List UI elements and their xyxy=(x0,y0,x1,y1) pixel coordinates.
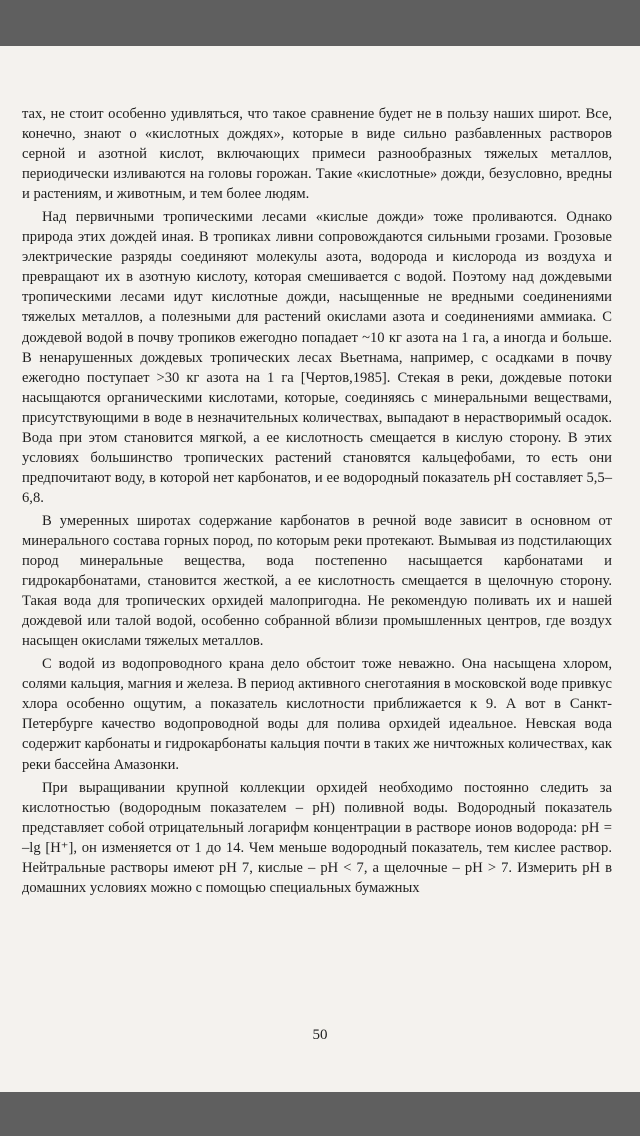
paragraph: тах, не стоит особенно удивляться, что такое сравнение будет не в пользу наших широт. Все, конечно, знают о «кислотных дождях», которые в виде сильно разбавленных растворов серной и азотной кислот, включающих примеси разнообразных тяжелых металлов, периодически изливаются на головы горожан. Такие «кислотные» дожди, безусловно, вредны и растениям, и животным, и тем более людям. xyxy=(22,106,612,203)
book-page xyxy=(0,46,640,1092)
reader-bottom-bar xyxy=(0,1092,640,1136)
reader-top-bar xyxy=(0,0,640,46)
page-number: 50 xyxy=(312,1027,328,1043)
paragraph: При выращивании крупной коллекции орхидей необходимо постоянно следить за кислотностью (водородным показателем – pH) поливной воды. Водородный показатель представляет собой отрицательный логарифм концентрации в растворе ионов водорода: pH = –lg [H⁺], он изменяется от 1 до 14. Чем меньше водородный показатель, тем кислее раствор. Нейтральные растворы имеют pH 7, кислые – pH < 7, а щелочные – pH > 7. Измерить pH в домашних условиях можно с помощью специальных бумажных xyxy=(22,779,612,896)
page-body-text xyxy=(22,104,612,898)
paragraph: С водой из водопроводного крана дело обстоит тоже неважно. Она насыщена хлором, солями кальция, магния и железа. В период активного снеготаяния в московской воде привкус хлора особенно ощутим, а показатель кислотности приближается к 9. А вот в Санкт-Петербурге качество водопроводной воды для полива орхидей идеальное. Невская вода содержит карбонаты и гидрокарбонаты кальция почти в таких же ничтожных количествах, как реки бассейна Амазонки. xyxy=(22,656,612,773)
paragraph: Над первичными тропическими лесами «кислые дожди» тоже проливаются. Однако природа этих дождей иная. В тропиках ливни сопровождаются сильными грозами. Грозовые электрические разряды соединяют молекулы азота, водорода и кислорода из воздуха и превращают их в азотную кислоту, которая смешивается с водой. Поэтому над дождевыми тропическими лесами идут кислотные дожди, насыщенные не вредными соединениями тяжелых металлов, а полезными для растений окислами азота и соединениями аммиака. С дождевой водой в почву тропиков ежегодно попадает ~10 кг азота на 1 га, а иногда и больше. В ненарушенных дождевых тропических лесах Вьетнама, например, с осадками в почву ежегодно поступает >30 кг азота на 1 га [Чертов,1985]. Стекая в реки, дождевые потоки насыщаются органическими кислотами, которые, соединяясь с минеральными веществами, присутствующими в воде в незначительных количествах, выпадают в нерастворимый осадок. Вода при этом становится мягкой, а ее кислотность смещается в кислую сторону. В этих условиях большинство тропических растений становятся кальцефобами, то есть они предпочитают воду, в которой нет карбонатов, и ее водородный показатель pH составляет 5,5–6,8. xyxy=(22,209,612,506)
paragraph: В умеренных широтах содержание карбонатов в речной воде зависит в основном от минерального состава горных пород, по которым реки протекают. Вымывая из подстилающих пород минеральные вещества, вода постепенно насыщается карбонатами и гидрокарбонатами, становится жесткой, а ее кислотность смещается в щелочную сторону. Такая вода для тропических орхидей малопригодна. Не рекомендую поливать их и нашей дождевой или талой водой, особенно собранной вблизи промышленных центров, где воздух насыщен окислами тяжелых металлов. xyxy=(22,512,612,650)
